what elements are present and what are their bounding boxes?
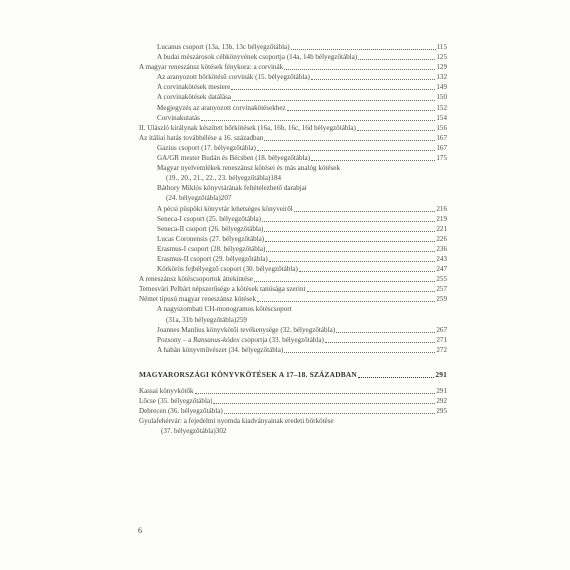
toc-entry (139, 113, 447, 123)
toc-entry-text: A corvinakötések datálása (157, 93, 232, 102)
toc-entry-text: Erasmus-I csoport (28. bélyegzőtábla) (157, 244, 266, 253)
toc-text-suffix: csoportja (33. bélyegzőtábla) (239, 335, 324, 344)
toc-page-number: 125 (436, 53, 447, 62)
toc-entry (139, 133, 447, 143)
toc-page-number: 149 (436, 83, 447, 92)
toc-entry (139, 42, 447, 52)
toc-text-prefix: Pozsony – a (157, 335, 194, 344)
toc-page-number: 236 (436, 244, 447, 253)
toc-entry (139, 406, 447, 416)
toc-entry-text: Az aranyozott bőrkötésű corvinák (15. bélyegzőtábla) (157, 73, 310, 82)
toc-entry (139, 204, 447, 214)
toc-page-number: 152 (436, 103, 447, 112)
toc-text-italic: Ransanus-kódex (193, 335, 240, 344)
toc-entry-text: A magyar reneszánsz kötések fénykora: a corvinák (139, 63, 284, 72)
toc-entry (139, 92, 447, 102)
toc-entry (139, 294, 447, 304)
toc-entry-first-line: Báthory Miklós könyvtárának feltételezhető darabjai (157, 184, 307, 193)
toc-page-number: 292 (436, 397, 447, 406)
leader-dots (358, 377, 434, 378)
toc-group (139, 42, 447, 163)
toc-page-number: 226 (436, 234, 447, 243)
toc-entry (139, 214, 447, 224)
toc-entry (139, 386, 447, 396)
toc-entry-text: (31a, 31b bélyegzőtábla) (166, 315, 237, 324)
toc-page-number: 219 (436, 214, 447, 223)
toc-entry-text: Gazius csoport (17. bélyegzőtábla) (157, 143, 256, 152)
leader-dots (224, 413, 436, 414)
toc-entry-text: II. Ulászló királynak készített bőrkötések (16a, 16b, 16c, 16d bélyegzőtábla) (139, 123, 356, 132)
toc-entry (139, 335, 447, 345)
toc-page-number: 184 (270, 174, 282, 183)
toc-page-number: 156 (436, 123, 447, 132)
section-title: MAGYARORSZÁGI KÖNYVKÖTÉSEK A 17–18. SZÁZADBAN (139, 369, 357, 379)
toc-entry-text: Debrecen (36. bélyegzőtábla) (139, 407, 223, 416)
leader-dots (336, 332, 435, 333)
page-number: 6 (138, 526, 142, 535)
toc-entry-text: Seneca-I csoport (25. bélyegzőtábla) (157, 214, 261, 223)
leader-dots (254, 281, 435, 282)
leader-dots (357, 130, 435, 131)
toc-entry (139, 345, 447, 355)
toc-entry-text: A habán könyvművészet (34. bélyegzőtábla) (157, 345, 284, 354)
leader-dots (266, 251, 435, 252)
leader-dots (325, 342, 435, 343)
toc-entry (139, 244, 447, 254)
toc-entry (139, 62, 447, 72)
leader-dots (231, 89, 435, 90)
toc-entry (139, 426, 447, 436)
toc-page-number: 255 (436, 275, 447, 284)
toc-entry-text: Körkörös fejbélyegző csoport (30. bélyegzőtábla) (157, 265, 298, 274)
leader-dots (213, 403, 435, 404)
toc-entry (139, 143, 447, 153)
toc-entry-text: A budai mészárosok céhkönyvének csoportja (14a, 14b bélyegzőtábla) (157, 53, 358, 62)
leader-dots (294, 211, 436, 212)
toc-page-number: 259 (236, 315, 247, 324)
leader-dots (291, 49, 436, 50)
leader-dots (257, 150, 435, 151)
toc-group (139, 345, 447, 355)
toc-page-number: 247 (436, 265, 447, 274)
toc-entry (139, 325, 447, 335)
toc-entry-text: Német típusú magyar reneszánsz kötések (139, 295, 257, 304)
leader-dots (307, 291, 436, 292)
toc-page-number: 167 (436, 143, 447, 152)
toc-entry (139, 274, 447, 284)
toc-entry-text: Erasmus-II csoport (29. bélyegzőtábla) (157, 254, 268, 263)
toc-entry-text: A reneszánsz kötéscsoportok áttekintése (139, 275, 254, 284)
toc-page-number: 302 (215, 427, 227, 436)
toc-group (139, 386, 447, 416)
toc-page-number: 132 (436, 73, 447, 82)
toc-entry-first-line: Gyulafehérvár: a fejedelmi nyomda kiadványainak eredeti bőrkötése (139, 417, 334, 426)
leader-dots (195, 393, 436, 394)
toc-entry (139, 254, 447, 264)
toc-entry-text: Lucas Coronensis (27. bélyegzőtábla) (157, 234, 265, 243)
toc-entry (139, 234, 447, 244)
toc-entry-text: Corvinakutatás (157, 113, 200, 122)
leader-dots (262, 221, 435, 222)
leader-dots (311, 160, 435, 161)
toc-entry (139, 224, 447, 234)
toc-entry-text: A pécsi püspöki könyvtár lehetséges könyveiről (157, 204, 293, 213)
toc-entry-text: A corvinakötések mestere (157, 83, 231, 92)
toc-entry (139, 284, 447, 294)
toc-entry-text: Megjegyzés az aranyozott corvinakötésekhez (157, 103, 286, 112)
toc-page-number: 291 (435, 369, 447, 379)
toc-entry (139, 103, 447, 113)
toc-page-number: 216 (436, 204, 447, 213)
toc-entry-text: Kassai könyvkötők (139, 387, 194, 395)
table-of-contents (139, 42, 447, 436)
leader-dots (358, 59, 435, 60)
leader-dots (311, 79, 436, 80)
toc-entry (139, 52, 447, 62)
leader-dots (287, 110, 436, 111)
toc-page-number: 259 (436, 295, 447, 304)
leader-dots (257, 301, 435, 302)
toc-page-number: 257 (436, 285, 447, 294)
toc-entry (139, 82, 447, 92)
toc-page-number: 150 (436, 93, 447, 102)
toc-entry-text: GA/GR mester Budán és Bécsben (18. bélyegzőtábla) (157, 154, 311, 163)
toc-page-number: 243 (436, 254, 447, 263)
toc-entry (139, 72, 447, 82)
toc-entry (139, 123, 447, 133)
toc-entry-first-line: Magyar nyelvemlékek reneszánsz kötései és más analóg kötések (157, 164, 340, 173)
toc-entry-text: Temesvári Pelbárt népszerűsége a kötések tanúsága szerint (139, 285, 306, 294)
leader-dots (265, 241, 435, 242)
toc-entry (139, 315, 447, 325)
leader-dots (201, 120, 435, 121)
leader-dots (269, 261, 436, 262)
toc-entry-text (157, 335, 324, 345)
leader-dots (232, 100, 435, 101)
toc-entry (139, 153, 447, 163)
toc-entry (139, 193, 447, 203)
toc-entry-text: (19., 20., 21., 22., 23. bélyegzőtábla) (166, 174, 271, 183)
toc-entry-first-line: A nagyszombati CH-monogramos kötéscsoport (157, 305, 292, 314)
toc-entry-text: Joannes Manlius könyvkötői tevékenysége (32. bélyegzőtábla) (157, 325, 336, 334)
toc-page-number: 154 (436, 113, 447, 122)
toc-entry-text: Seneca-II csoport (26. bélyegzőtábla) (157, 224, 264, 233)
toc-page-number: 207 (220, 194, 232, 203)
toc-entry-text: Lucanus csoport (13a, 13b, 13c bélyegzőtábla) (157, 43, 290, 51)
toc-page-number: 221 (436, 224, 447, 233)
toc-entry-text: (37. bélyegzőtábla) (161, 427, 216, 436)
toc-page-number: 175 (436, 154, 447, 163)
leader-dots (299, 271, 436, 272)
toc-entry (139, 396, 447, 406)
leader-dots (284, 69, 435, 70)
toc-entry-text: (24. bélyegzőtábla) (166, 194, 221, 203)
toc-page-number: 129 (436, 63, 447, 72)
leader-dots (264, 140, 435, 141)
leader-dots (264, 231, 435, 232)
toc-page-number: 167 (436, 133, 447, 142)
toc-page-number: 272 (436, 345, 447, 354)
toc-page-number: 291 (436, 387, 447, 395)
toc-group (139, 325, 447, 335)
toc-page-number: 115 (436, 43, 447, 51)
toc-entry (139, 264, 447, 274)
toc-page-number: 267 (436, 325, 447, 334)
toc-page-number: 271 (436, 335, 447, 344)
toc-group (139, 204, 447, 305)
section-heading (139, 370, 447, 380)
leader-dots (284, 352, 435, 353)
toc-page-number: 295 (436, 407, 447, 416)
toc-entry (139, 173, 447, 183)
toc-entry-text: Lőcse (35. bélyegzőtábla) (139, 397, 213, 406)
toc-entry-text: Az itáliai hatás továbbélése a 16. században (139, 133, 264, 142)
